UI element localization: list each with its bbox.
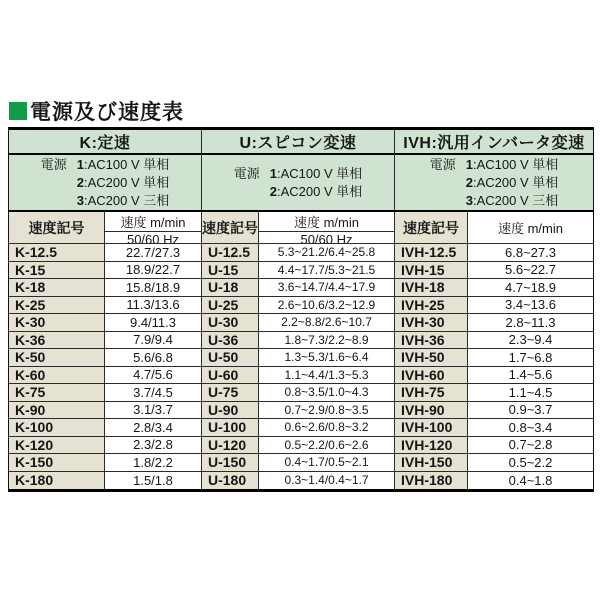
speed-unit-label: 速度 m/min (497, 221, 563, 236)
speed-symbol-cell-u: U-18 (202, 279, 259, 297)
speed-value-cell-u: 0.4~1.7/0.5~2.1 (259, 454, 395, 472)
speed-symbol-cell-ivh: IVH-36 (395, 332, 468, 350)
power-and-speed-table (8, 127, 594, 492)
speed-value-cell-ivh: 6.8~27.3 (468, 244, 593, 262)
speed-symbol-cell-ivh: IVH-180 (395, 472, 468, 490)
speed-symbol-cell-u: U-25 (202, 297, 259, 315)
speed-value-cell-u: 3.6~14.7/4.4~17.9 (259, 279, 395, 297)
speed-value-cell-k: 5.6/6.8 (105, 349, 202, 367)
speed-symbol-cell-ivh: IVH-90 (395, 402, 468, 420)
speed-value-cell-ivh: 0.8~3.4 (468, 419, 593, 437)
speed-symbol-cell-k: K-100 (9, 419, 105, 437)
column-header-speed-k (105, 212, 202, 244)
speed-symbol-cell-u: U-36 (202, 332, 259, 350)
speed-symbol-cell-ivh: IVH-25 (395, 297, 468, 315)
speed-value-cell-ivh: 0.9~3.7 (468, 402, 593, 420)
speed-symbol-cell-ivh: IVH-150 (395, 454, 468, 472)
power-line-text: :AC100 V 単相 (472, 156, 559, 172)
power-line-text: :AC200 V 単相 (83, 174, 170, 190)
power-block (430, 156, 559, 210)
speed-value-cell-ivh: 0.7~2.8 (468, 437, 593, 455)
power-block (41, 156, 170, 210)
power-info-k (9, 155, 202, 212)
speed-symbol-cell-u: U-75 (202, 384, 259, 402)
power-label: 電源 (233, 165, 260, 181)
page-title-row (9, 96, 184, 126)
speed-value-cell-u: 0.8~3.5/1.0~4.3 (259, 384, 395, 402)
speed-symbol-cell-k: K-25 (9, 297, 105, 315)
speed-value-cell-k: 1.8/2.2 (105, 454, 202, 472)
speed-symbol-cell-ivh: IVH-75 (395, 384, 468, 402)
speed-value-cell-k: 3.1/3.7 (105, 402, 202, 420)
speed-value-cell-k: 18.9/22.7 (105, 262, 202, 280)
speed-symbol-cell-ivh: IVH-60 (395, 367, 468, 385)
speed-value-cell-k: 2.3/2.8 (105, 437, 202, 455)
speed-symbol-cell-k: K-12.5 (9, 244, 105, 262)
speed-symbol-cell-k: K-120 (9, 437, 105, 455)
speed-value-cell-ivh: 0.5~2.2 (468, 454, 593, 472)
speed-value-cell-ivh: 1.7~6.8 (468, 349, 593, 367)
section-title-ivh: IVH:汎用インバータ変速 (395, 130, 593, 155)
section-title-u: U:スピコン変速 (202, 130, 395, 155)
speed-symbol-cell-ivh: IVH-15 (395, 262, 468, 280)
speed-value-cell-k: 2.8/3.4 (105, 419, 202, 437)
power-info-u (202, 155, 395, 212)
speed-unit-label: 速度 m/min (105, 212, 201, 232)
power-line-num: 1 (269, 165, 277, 181)
power-line-num: 2 (465, 174, 473, 190)
speed-symbol-cell-ivh: IVH-100 (395, 419, 468, 437)
power-line-text: :AC100 V 単相 (276, 165, 363, 181)
power-line-num: 3 (465, 192, 473, 208)
power-line-text: :AC100 V 単相 (83, 156, 170, 172)
page-title: 電源及び速度表 (30, 101, 184, 124)
speed-symbol-cell-k: K-18 (9, 279, 105, 297)
speed-symbol-cell-u: U-100 (202, 419, 259, 437)
speed-value-cell-u: 2.6~10.6/3.2~12.9 (259, 297, 395, 315)
speed-value-cell-k: 15.8/18.9 (105, 279, 202, 297)
speed-symbol-cell-ivh: IVH-120 (395, 437, 468, 455)
speed-symbol-cell-u: U-120 (202, 437, 259, 455)
green-square-bullet-icon (9, 102, 27, 120)
speed-symbol-cell-k: K-60 (9, 367, 105, 385)
speed-symbol-cell-k: K-180 (9, 472, 105, 490)
frequency-label: 50/60 Hz (126, 232, 180, 244)
speed-value-cell-u: 0.3~1.4/0.4~1.7 (259, 472, 395, 490)
speed-value-cell-ivh: 4.7~18.9 (468, 279, 593, 297)
speed-symbol-cell-u: U-60 (202, 367, 259, 385)
speed-symbol-cell-k: K-30 (9, 314, 105, 332)
speed-symbol-cell-k: K-15 (9, 262, 105, 280)
speed-symbol-cell-u: U-150 (202, 454, 259, 472)
speed-value-cell-k: 1.5/1.8 (105, 472, 202, 490)
speed-symbol-cell-ivh: IVH-30 (395, 314, 468, 332)
speed-value-cell-u: 1.3~5.3/1.6~6.4 (259, 349, 395, 367)
power-label: 電源 (429, 156, 456, 172)
speed-value-cell-u: 0.5~2.2/0.6~2.6 (259, 437, 395, 455)
speed-symbol-cell-u: U-12.5 (202, 244, 259, 262)
speed-symbol-cell-ivh: IVH-50 (395, 349, 468, 367)
speed-symbol-cell-ivh: IVH-12.5 (395, 244, 468, 262)
speed-symbol-cell-u: U-30 (202, 314, 259, 332)
speed-symbol-cell-ivh: IVH-18 (395, 279, 468, 297)
speed-value-cell-k: 4.7/5.6 (105, 367, 202, 385)
power-line-num: 1 (465, 156, 473, 172)
speed-value-cell-u: 0.6~2.6/0.8~3.2 (259, 419, 395, 437)
column-header-symbol-u: 速度記号 (202, 212, 259, 244)
power-line-num: 1 (76, 156, 84, 172)
column-header-symbol-k: 速度記号 (9, 212, 105, 244)
speed-value-cell-ivh: 1.4~5.6 (468, 367, 593, 385)
power-block (234, 165, 363, 201)
speed-value-cell-ivh: 3.4~13.6 (468, 297, 593, 315)
power-line-text: :AC200 V 単相 (276, 183, 363, 199)
power-line-text: :AC200 V 三相 (83, 192, 170, 208)
power-line-num: 3 (76, 192, 84, 208)
speed-value-cell-k: 7.9/9.4 (105, 332, 202, 350)
speed-symbol-cell-u: U-90 (202, 402, 259, 420)
speed-value-cell-k: 11.3/13.6 (105, 297, 202, 315)
power-line-num: 2 (269, 183, 277, 199)
speed-symbol-cell-k: K-90 (9, 402, 105, 420)
speed-symbol-cell-u: U-50 (202, 349, 259, 367)
power-line-text: :AC200 V 三相 (472, 192, 559, 208)
speed-value-cell-u: 1.1~4.4/1.3~5.3 (259, 367, 395, 385)
speed-value-cell-ivh: 2.3~9.4 (468, 332, 593, 350)
speed-symbol-cell-k: K-75 (9, 384, 105, 402)
column-header-speed-u (259, 212, 395, 244)
speed-symbol-cell-u: U-15 (202, 262, 259, 280)
speed-symbol-cell-u: U-180 (202, 472, 259, 490)
speed-value-cell-u: 4.4~17.7/5.3~21.5 (259, 262, 395, 280)
speed-symbol-cell-k: K-150 (9, 454, 105, 472)
speed-value-cell-k: 9.4/11.3 (105, 314, 202, 332)
speed-unit-label: 速度 m/min (259, 212, 394, 232)
frequency-label: 50/60 Hz (300, 232, 353, 244)
speed-value-cell-ivh: 0.4~1.8 (468, 472, 593, 490)
speed-value-cell-ivh: 5.6~22.7 (468, 262, 593, 280)
column-header-speed-ivh (468, 212, 593, 244)
speed-symbol-cell-k: K-50 (9, 349, 105, 367)
speed-value-cell-u: 5.3~21.2/6.4~25.8 (259, 244, 395, 262)
power-line-num: 2 (76, 174, 84, 190)
speed-value-cell-ivh: 1.1~4.5 (468, 384, 593, 402)
speed-value-cell-u: 2.2~8.8/2.6~10.7 (259, 314, 395, 332)
power-line-text: :AC200 V 単相 (472, 174, 559, 190)
speed-value-cell-ivh: 2.8~11.3 (468, 314, 593, 332)
power-info-ivh (395, 155, 593, 212)
speed-symbol-cell-k: K-36 (9, 332, 105, 350)
column-header-symbol-ivh: 速度記号 (395, 212, 468, 244)
section-title-k: K:定速 (9, 130, 202, 155)
speed-value-cell-k: 22.7/27.3 (105, 244, 202, 262)
power-label: 電源 (40, 156, 67, 172)
speed-value-cell-u: 0.7~2.9/0.8~3.5 (259, 402, 395, 420)
speed-value-cell-u: 1.8~7.3/2.2~8.9 (259, 332, 395, 350)
speed-value-cell-k: 3.7/4.5 (105, 384, 202, 402)
